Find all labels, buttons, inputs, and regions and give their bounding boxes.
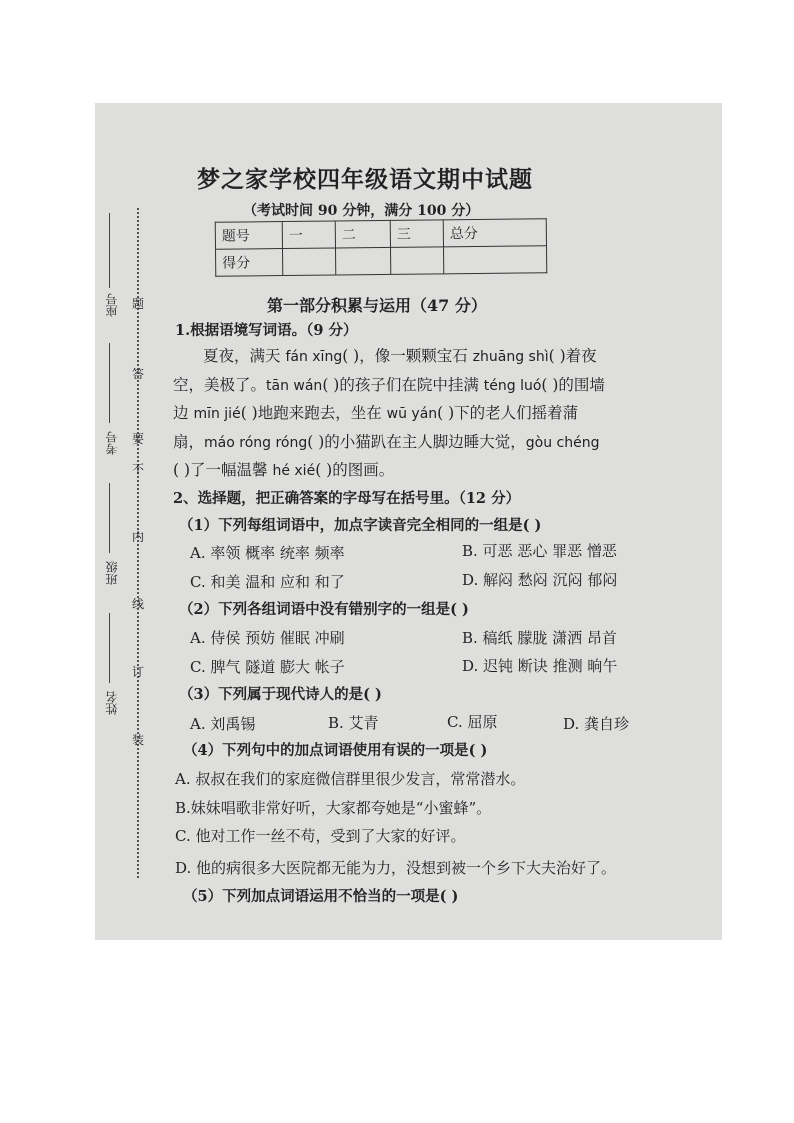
option-d: D. 他的病很多大医院都无能为力，没想到被一个乡下大夫治好了。	[175, 859, 617, 877]
option-a: A. 侍侯 预妨 催眠 冲刷	[190, 629, 345, 647]
option-c: C. 屈原	[447, 713, 498, 731]
score-cell[interactable]	[336, 247, 391, 275]
q1-line	[173, 430, 600, 452]
option-b: B.妹妹唱歌非常好听，大家都夸她是“小蜜蜂”。	[175, 799, 492, 817]
score-table-score-row	[216, 246, 547, 276]
margin-char-ding: 订	[132, 665, 145, 679]
text-segment: 扇，	[173, 433, 205, 451]
margin-char-ti: 题	[132, 297, 145, 311]
exam-subtitle: （考试时间 90 分钟，满分 100 分）	[243, 203, 480, 219]
header-cell: 三	[390, 220, 443, 248]
part1-title: 第一部分积累与运用（47 分）	[267, 296, 487, 315]
row-label: 得分	[216, 249, 283, 277]
pinyin-prompt: wū yán	[386, 406, 438, 422]
class-label: 班级	[105, 561, 119, 585]
option-c: C. 和美 温和 应和 和了	[190, 573, 345, 591]
margin-char-xian: 线	[132, 597, 145, 611]
text-segment: ( )着夜	[548, 347, 597, 365]
text-segment: ( )，像一颗颗宝石	[342, 347, 473, 365]
text-segment: ( )下的老人们摇着蒲	[437, 404, 579, 422]
margin-char-yao: 要	[132, 432, 145, 446]
option-d: D. 解闷 愁闷 沉闷 郁闷	[462, 571, 618, 589]
text-segment: 夏夜，满天	[203, 347, 286, 365]
header-cell: 一	[282, 221, 335, 249]
score-table-header-row	[215, 219, 546, 249]
q2-sub2-prompt: （2）下列各组词语中没有错别字的一组是( )	[179, 601, 469, 618]
q2-heading: 2、选择题，把正确答案的字母写在括号里。（12 分）	[173, 490, 521, 507]
q2-sub1-prompt: （1）下列每组词语中，加点字读音完全相同的一组是( )	[179, 517, 542, 534]
margin-char-nei: 内	[132, 530, 145, 544]
text-segment: ( )的小猫趴在主人脚边睡大觉，	[307, 433, 526, 451]
score-cell[interactable]	[390, 247, 443, 275]
option-c: C. 他对工作一丝不苟，受到了大家的好评。	[175, 827, 466, 845]
class-line	[109, 483, 110, 553]
margin-char-bu: 不	[132, 462, 145, 476]
option-a: A. 叔叔在我们的家庭微信群里很少发言，常常潜水。	[175, 770, 526, 788]
option-a: A. 率领 概率 统率 频率	[190, 544, 345, 562]
name-line	[109, 613, 110, 683]
margin-char-zhuang: 装	[132, 733, 145, 747]
text-segment: ( )的孩子们在院中挂满	[322, 376, 484, 394]
q2-sub5-prompt: （5）下列加点词语运用不恰当的一项是( )	[183, 888, 459, 905]
option-b: B. 稿纸 朦胧 潇洒 昂首	[462, 629, 617, 647]
pinyin-prompt: gòu chéng	[525, 435, 600, 451]
text-segment: ( )的图画。	[315, 461, 395, 479]
header-cell: 题号	[215, 222, 282, 250]
option-a: A. 刘禹锡	[190, 715, 256, 733]
pinyin-prompt: fán xīng	[285, 349, 343, 365]
score-cell[interactable]	[443, 246, 546, 274]
q2-sub4-prompt: （4）下列句中的加点词语使用有误的一项是( )	[183, 742, 488, 759]
q2-sub3-prompt: （3）下列属于现代诗人的是( )	[179, 686, 382, 703]
option-b: B. 可恶 恶心 罪恶 憎恶	[462, 542, 617, 560]
exam-paper	[95, 103, 722, 940]
pinyin-prompt: mīn jié	[193, 406, 241, 422]
text-segment: ( )了一幅温馨	[173, 461, 273, 479]
score-table	[215, 218, 548, 276]
seat-number-label: 座号	[105, 293, 119, 317]
pinyin-prompt: hé xié	[272, 463, 316, 479]
option-c: C. 脾气 隧道 膨大 帐子	[190, 658, 345, 676]
option-d: D. 迟钝 断诀 推测 晌午	[462, 657, 618, 675]
q1-line	[173, 401, 578, 423]
exam-title: 梦之家学校四年级语文期中试题	[197, 166, 533, 193]
margin-char-da: 答	[132, 367, 145, 381]
q1-heading: 1.根据语境写词语。（9 分）	[175, 322, 358, 339]
q1-line	[203, 344, 597, 366]
text-segment: 边	[173, 404, 194, 422]
q1-line	[173, 373, 605, 395]
header-cell: 总分	[443, 219, 546, 247]
text-segment: ( )的围墙	[541, 376, 605, 394]
exam-number-line	[109, 343, 110, 423]
score-cell[interactable]	[283, 248, 336, 276]
pinyin-prompt: zhuāng shì	[472, 349, 549, 365]
pinyin-prompt: tān wán	[266, 378, 323, 394]
option-d: D. 龚自珍	[563, 715, 630, 733]
option-b: B. 艾青	[328, 714, 379, 732]
exam-number-label: 考号	[105, 431, 119, 455]
q1-line	[173, 458, 394, 480]
text-segment: 空，美极了。	[173, 376, 267, 394]
pinyin-prompt: máo róng róng	[204, 435, 308, 451]
seat-number-line	[109, 213, 110, 288]
pinyin-prompt: téng luó	[483, 378, 542, 394]
header-cell: 二	[335, 220, 390, 248]
text-segment: ( )地跑来跑去，坐在	[240, 404, 387, 422]
name-label: 姓名	[105, 691, 119, 715]
